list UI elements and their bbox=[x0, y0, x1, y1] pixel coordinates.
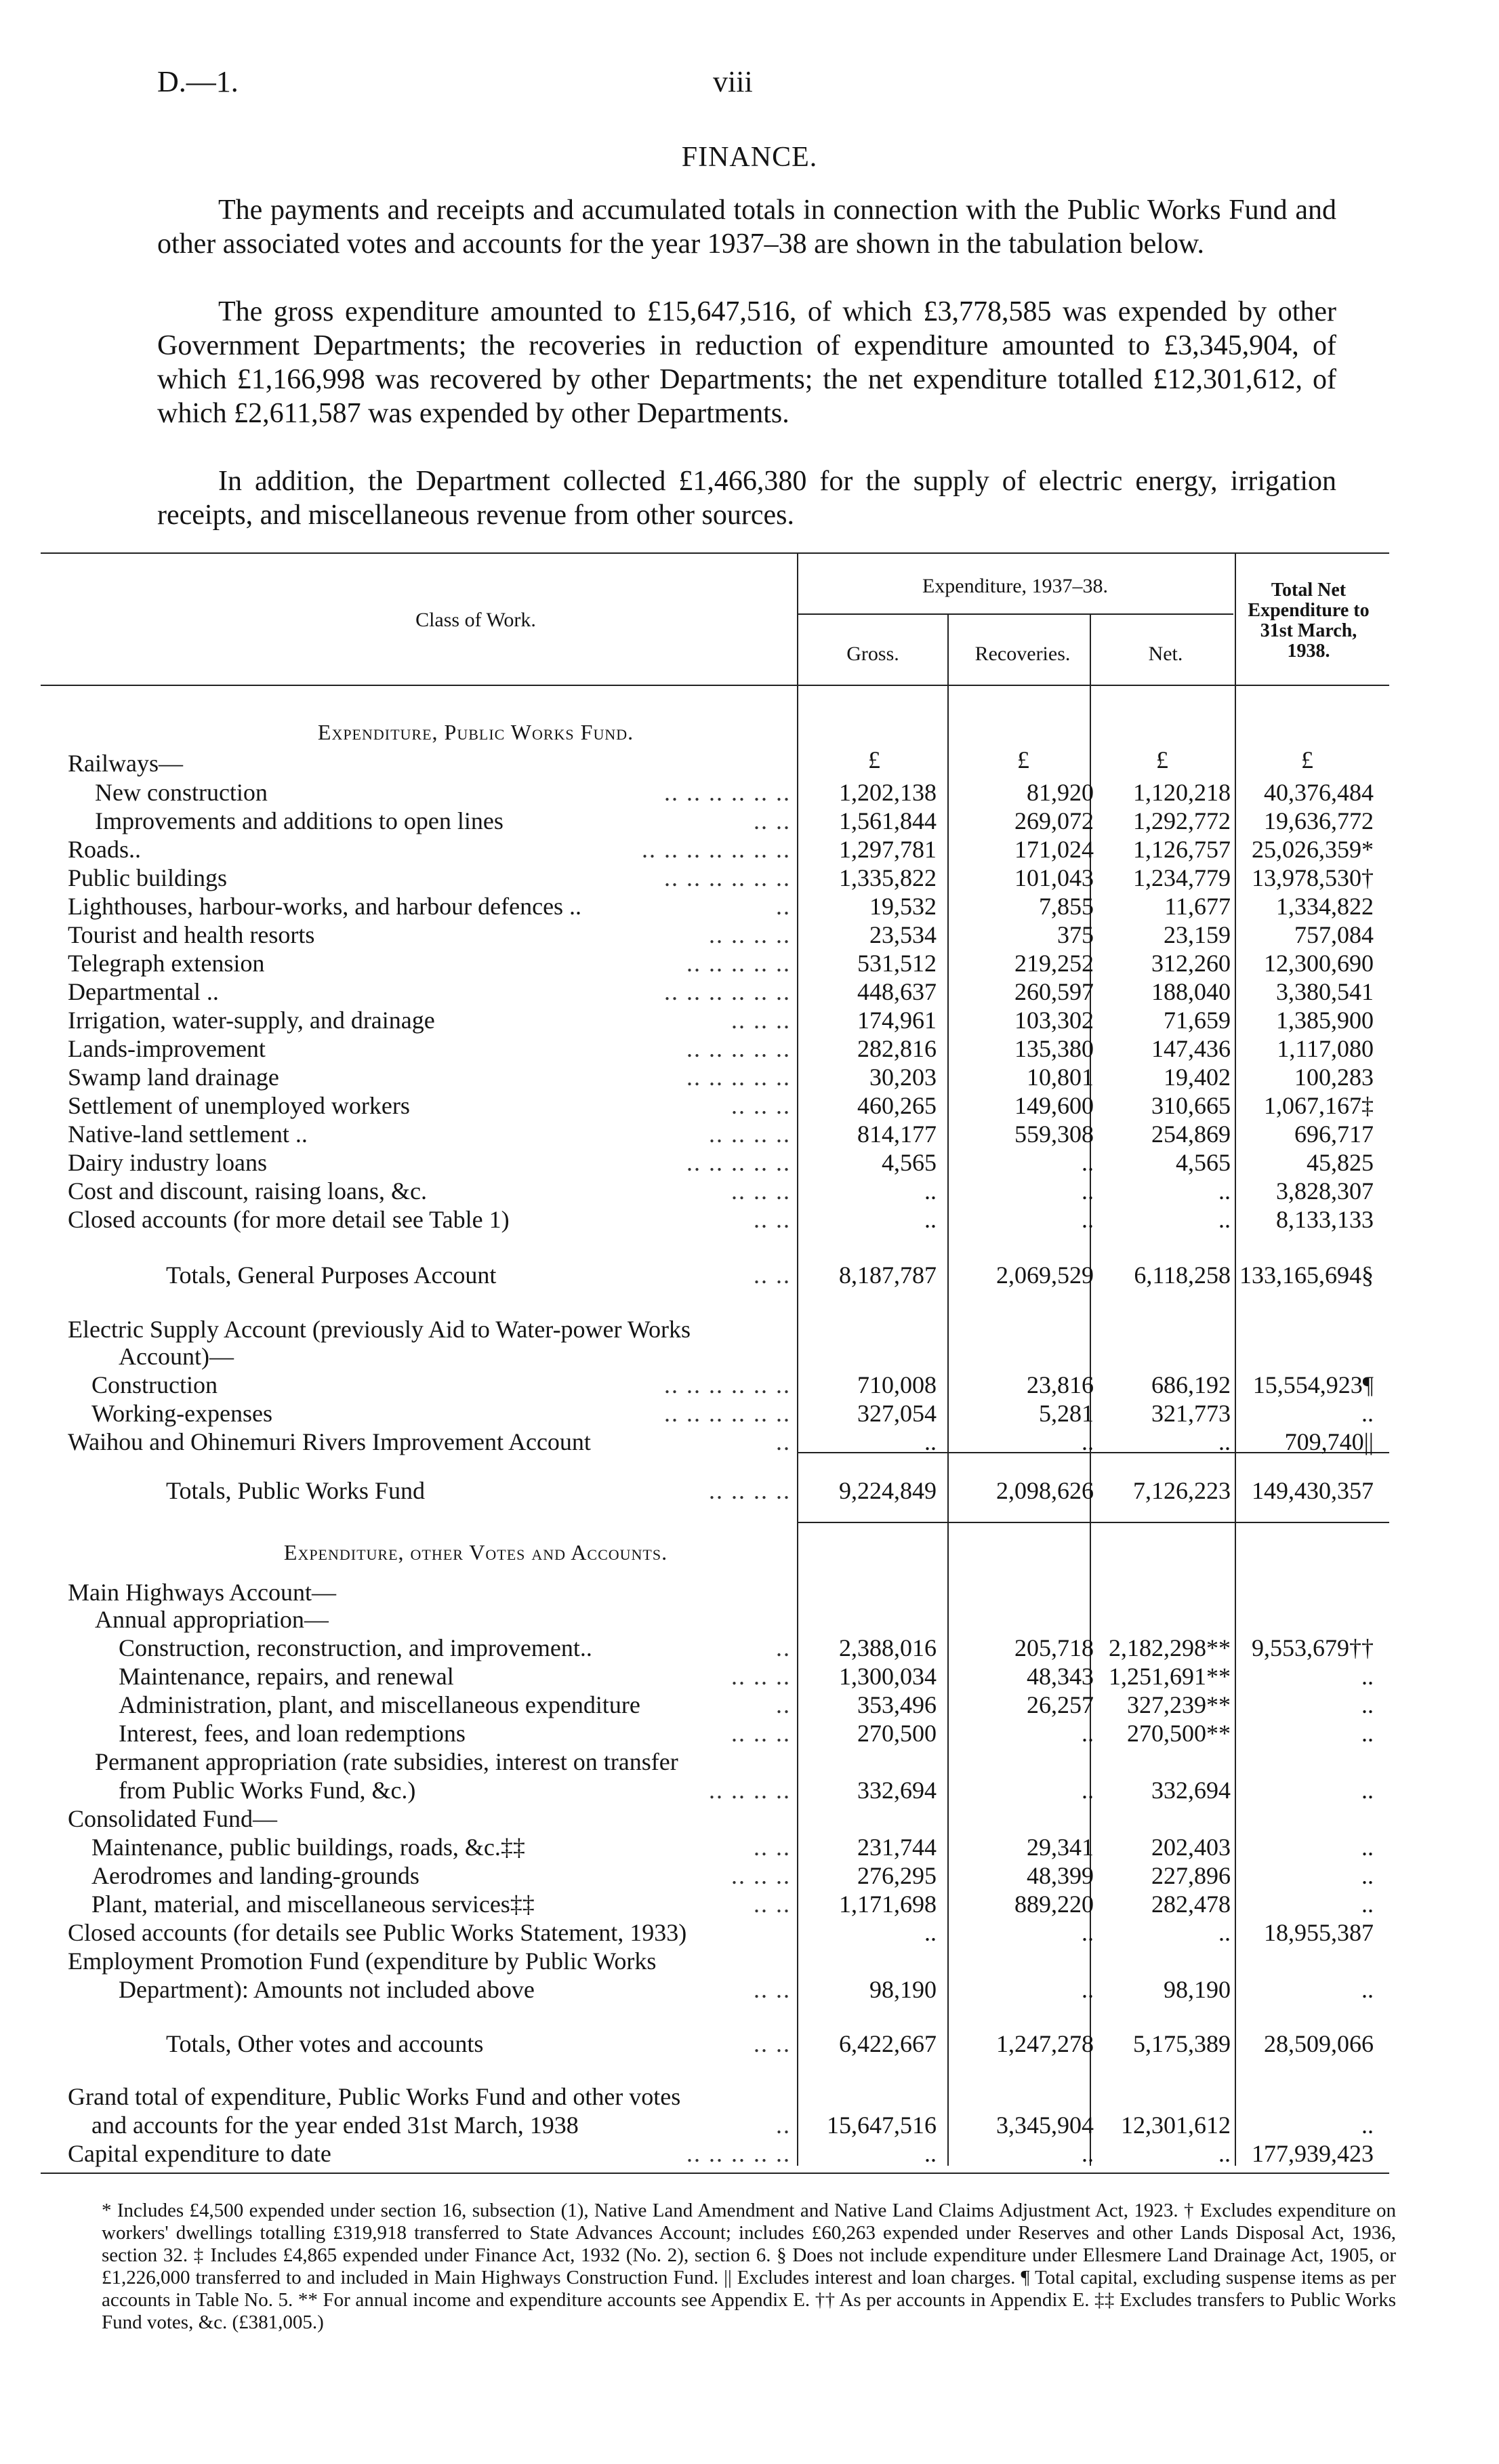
row-label: New construction bbox=[95, 779, 268, 806]
row-label: Employment Promotion Fund (expenditure by Public Works bbox=[68, 1947, 657, 1975]
table-row bbox=[0, 807, 1499, 835]
header-class-of-work: Class of Work. bbox=[415, 609, 536, 631]
table-row bbox=[0, 1371, 1499, 1399]
cell-total-net: 15,554,923¶ bbox=[1252, 1371, 1374, 1398]
currency-unit: £ bbox=[1301, 746, 1313, 773]
leader-dots: .. bbox=[776, 1691, 791, 1718]
cell-net: 2,182,298** bbox=[1109, 1634, 1231, 1661]
cell-recoveries: 375 bbox=[1057, 921, 1094, 948]
cell-gross: .. bbox=[924, 1428, 937, 1455]
leader-dots: .. .. .. .. .. .. bbox=[664, 1371, 791, 1398]
row-label: Totals, General Purposes Account bbox=[166, 1261, 497, 1289]
table-row bbox=[0, 2082, 1499, 2111]
cell-total-net: 696,717 bbox=[1294, 1120, 1374, 1148]
cell-gross: 98,190 bbox=[869, 1976, 937, 2003]
cell-net: 5,175,389 bbox=[1133, 2030, 1231, 2057]
row-label: Roads.. bbox=[68, 836, 141, 863]
cell-recoveries: 171,024 bbox=[1014, 836, 1094, 863]
currency-unit: £ bbox=[868, 746, 880, 773]
table-row bbox=[0, 1578, 1499, 1607]
cell-recoveries: .. bbox=[1082, 1206, 1094, 1233]
row-label: Settlement of unemployed workers bbox=[68, 1092, 410, 1119]
cell-total-net: .. bbox=[1361, 1862, 1374, 1889]
cell-recoveries: 23,816 bbox=[1027, 1371, 1094, 1398]
row-label: Consolidated Fund— bbox=[68, 1805, 278, 1832]
cell-gross: 1,300,034 bbox=[839, 1663, 937, 1690]
cell-recoveries: 260,597 bbox=[1014, 978, 1094, 1005]
table-row bbox=[0, 1261, 1499, 1289]
leader-dots: .. .. .. .. .. bbox=[686, 1149, 791, 1176]
cell-net: .. bbox=[1218, 2140, 1231, 2167]
cell-total-net: .. bbox=[1361, 1691, 1374, 1718]
cell-total-net: 757,084 bbox=[1294, 921, 1374, 948]
cell-gross: 332,694 bbox=[857, 1777, 937, 1804]
cell-gross: 1,171,698 bbox=[839, 1891, 937, 1918]
row-label: Cost and discount, raising loans, &c. bbox=[68, 1177, 427, 1205]
leader-dots: .. .. .. bbox=[731, 1862, 791, 1889]
row-label: Electric Supply Account (previously Aid to Water-power Works bbox=[68, 1316, 691, 1343]
table-row bbox=[0, 2111, 1499, 2139]
cell-gross: 1,335,822 bbox=[839, 864, 937, 891]
cell-total-net: 8,133,133 bbox=[1276, 1206, 1374, 1233]
row-label: Native-land settlement .. bbox=[68, 1120, 308, 1148]
cell-gross: 4,565 bbox=[882, 1149, 937, 1176]
header-net: Net. bbox=[1148, 643, 1183, 665]
row-label: Main Highways Account— bbox=[68, 1579, 336, 1606]
cell-recoveries: .. bbox=[1082, 2140, 1094, 2167]
intro-paragraph bbox=[157, 193, 1336, 261]
cell-recoveries: 10,801 bbox=[1027, 1064, 1094, 1091]
leader-dots: .. bbox=[776, 2112, 791, 2139]
cell-total-net: 1,067,167‡ bbox=[1264, 1092, 1374, 1119]
cell-net: 11,677 bbox=[1164, 893, 1231, 920]
cell-net: 310,665 bbox=[1151, 1092, 1231, 1119]
cell-recoveries: .. bbox=[1082, 1976, 1094, 2003]
cell-total-net: 177,939,423 bbox=[1252, 2140, 1374, 2167]
leader-dots: .. .. .. .. bbox=[709, 1120, 791, 1148]
row-label: Railways— bbox=[68, 750, 183, 777]
cell-total-net: .. bbox=[1361, 1834, 1374, 1861]
cell-total-net: .. bbox=[1361, 1777, 1374, 1804]
row-label: Aerodromes and landing-grounds bbox=[91, 1862, 419, 1889]
cell-net: 312,260 bbox=[1151, 950, 1231, 977]
leader-dots: .. .. .. .. bbox=[709, 921, 791, 948]
cell-recoveries: 219,252 bbox=[1014, 950, 1094, 977]
cell-net: 254,869 bbox=[1151, 1120, 1231, 1148]
currency-unit: £ bbox=[1017, 746, 1029, 773]
paragraph-text: In addition, the Department collected £1,466,380 for the supply of electric energy, irrigation receipts, and miscellaneous revenue from other sources. bbox=[157, 466, 1336, 531]
cell-gross: 531,512 bbox=[857, 950, 937, 977]
cell-gross: 448,637 bbox=[857, 978, 937, 1005]
leader-dots: .. .. bbox=[754, 1834, 791, 1861]
table-row bbox=[0, 1719, 1499, 1748]
leader-dots: .. bbox=[776, 893, 791, 920]
row-label: Construction, reconstruction, and improvement.. bbox=[119, 1634, 592, 1661]
cell-gross: 270,500 bbox=[857, 1720, 937, 1747]
cell-recoveries: 2,098,626 bbox=[996, 1477, 1094, 1504]
cell-recoveries: 81,920 bbox=[1027, 779, 1094, 806]
table-row bbox=[0, 1428, 1499, 1456]
row-label: Lighthouses, harbour-works, and harbour defences .. bbox=[68, 893, 582, 920]
leader-dots: .. .. .. .. .. bbox=[686, 2140, 791, 2167]
table-row bbox=[0, 1861, 1499, 1890]
leader-dots: .. .. bbox=[754, 1261, 791, 1289]
row-label: Improvements and additions to open lines bbox=[95, 807, 504, 834]
leader-dots: .. .. .. .. .. .. bbox=[664, 978, 791, 1005]
cell-net: .. bbox=[1218, 1919, 1231, 1946]
row-label: Department): Amounts not included above bbox=[119, 1976, 535, 2003]
cell-net: 686,192 bbox=[1151, 1371, 1231, 1398]
cell-recoveries: .. bbox=[1082, 1177, 1094, 1205]
cell-gross: 6,422,667 bbox=[839, 2030, 937, 2057]
cell-total-net: 3,380,541 bbox=[1276, 978, 1374, 1005]
leader-dots: .. .. bbox=[754, 807, 791, 834]
leader-dots: .. .. .. .. .. bbox=[686, 1064, 791, 1091]
leader-dots: .. .. .. bbox=[731, 1007, 791, 1034]
table-row bbox=[0, 835, 1499, 864]
row-label: Administration, plant, and miscellaneous expenditure bbox=[119, 1691, 640, 1718]
cell-recoveries: 48,343 bbox=[1027, 1663, 1094, 1690]
table-row bbox=[0, 1890, 1499, 1918]
cell-net: 227,896 bbox=[1151, 1862, 1231, 1889]
cell-recoveries: 26,257 bbox=[1027, 1691, 1094, 1718]
leader-dots: .. .. bbox=[754, 1976, 791, 2003]
cell-total-net: 133,165,694§ bbox=[1239, 1261, 1374, 1289]
table-top-rule bbox=[41, 552, 1389, 554]
page-number: viii bbox=[713, 65, 753, 98]
row-label: and accounts for the year ended 31st March, 1938 bbox=[91, 2112, 579, 2139]
row-label: from Public Works Fund, &c.) bbox=[119, 1777, 416, 1804]
table-row bbox=[0, 778, 1499, 807]
cell-total-net: 25,026,359* bbox=[1252, 836, 1374, 863]
leader-dots: .. .. .. bbox=[731, 1177, 791, 1205]
cell-gross: 23,534 bbox=[869, 921, 937, 948]
cell-gross: 814,177 bbox=[857, 1120, 937, 1148]
cell-recoveries: 101,043 bbox=[1014, 864, 1094, 891]
cell-gross: 1,561,844 bbox=[839, 807, 937, 834]
cell-recoveries: 5,281 bbox=[1039, 1400, 1094, 1427]
cell-gross: .. bbox=[924, 2140, 937, 2167]
table-row bbox=[0, 1947, 1499, 1975]
table-row bbox=[0, 1476, 1499, 1505]
cell-net: 1,251,691** bbox=[1109, 1663, 1231, 1690]
leader-dots: .. .. .. bbox=[731, 1092, 791, 1119]
cell-net: 71,659 bbox=[1164, 1007, 1231, 1034]
row-label: Tourist and health resorts bbox=[68, 921, 315, 948]
cell-gross: 282,816 bbox=[857, 1035, 937, 1062]
cell-net: 1,120,218 bbox=[1133, 779, 1231, 806]
cell-net: 4,565 bbox=[1176, 1149, 1231, 1176]
cell-gross: 460,265 bbox=[857, 1092, 937, 1119]
cell-gross: 327,054 bbox=[857, 1400, 937, 1427]
cell-recoveries: 135,380 bbox=[1014, 1035, 1094, 1062]
cell-net: 23,159 bbox=[1164, 921, 1231, 948]
currency-unit: £ bbox=[1156, 746, 1168, 773]
cell-total-net: 1,117,080 bbox=[1277, 1035, 1374, 1062]
cell-recoveries: 29,341 bbox=[1027, 1834, 1094, 1861]
table-row bbox=[0, 1776, 1499, 1804]
leader-dots: .. .. bbox=[754, 1891, 791, 1918]
cell-net: 188,040 bbox=[1151, 978, 1231, 1005]
row-label: Totals, Public Works Fund bbox=[166, 1477, 425, 1504]
cell-gross: 15,647,516 bbox=[827, 2112, 937, 2139]
table-row bbox=[0, 1399, 1499, 1428]
section-title: Expenditure, other Votes and Accounts. bbox=[283, 1540, 668, 1564]
cell-recoveries: .. bbox=[1082, 1777, 1094, 1804]
cell-gross: 1,297,781 bbox=[839, 836, 937, 863]
cell-recoveries: 1,247,278 bbox=[996, 2030, 1094, 2057]
leader-dots: .. bbox=[776, 1428, 791, 1455]
cell-total-net: 45,825 bbox=[1307, 1149, 1374, 1176]
row-label: Swamp land drainage bbox=[68, 1064, 279, 1091]
table-row bbox=[0, 864, 1499, 892]
cell-total-net: 19,636,772 bbox=[1264, 807, 1374, 834]
leader-dots: .. .. .. .. bbox=[709, 1477, 791, 1504]
row-label: Closed accounts (for details see Public Works Statement, 1933) bbox=[68, 1919, 687, 1946]
table-row bbox=[0, 749, 1499, 777]
table-row bbox=[0, 921, 1499, 949]
expenditure-paragraph bbox=[157, 295, 1336, 430]
row-label: Construction bbox=[91, 1371, 218, 1398]
table-row bbox=[0, 1748, 1499, 1776]
row-label: Irrigation, water-supply, and drainage bbox=[68, 1007, 435, 1034]
cell-net: 1,126,757 bbox=[1133, 836, 1231, 863]
header-gross: Gross. bbox=[846, 643, 899, 665]
row-label: Departmental .. bbox=[68, 978, 219, 1005]
leader-dots: .. .. bbox=[754, 2030, 791, 2057]
header-total-net: Total Net Expenditure to 31st March, 1938. bbox=[1248, 580, 1370, 662]
leader-dots: .. .. .. bbox=[731, 1720, 791, 1747]
page-title: FINANCE. bbox=[681, 142, 818, 173]
leader-dots: .. .. .. bbox=[731, 1663, 791, 1690]
paragraph-text: The gross expenditure amounted to £15,647,516, of which £3,778,585 was expended by other Government Departments; the recoveries in reduction of expenditure amounted to £3,345,904, of which £1,166,998 was recovered by other Departments; the net expenditure totalled £12,301,612, of which £2,611,587 was expended by other Departments. bbox=[157, 296, 1336, 429]
cell-net: .. bbox=[1218, 1428, 1231, 1455]
row-label: Annual appropriation— bbox=[95, 1606, 329, 1633]
cell-net: 147,436 bbox=[1151, 1035, 1231, 1062]
row-label: Account)— bbox=[119, 1343, 234, 1370]
cell-gross: .. bbox=[924, 1177, 937, 1205]
cell-total-net: 149,430,357 bbox=[1252, 1477, 1374, 1504]
table-row bbox=[0, 1205, 1499, 1234]
cell-net: .. bbox=[1218, 1177, 1231, 1205]
leader-dots: .. bbox=[776, 1634, 791, 1661]
leader-dots: .. .. .. .. .. .. .. bbox=[642, 836, 791, 863]
header-expenditure: Expenditure, 1937–38. bbox=[922, 575, 1109, 597]
cell-recoveries: 889,220 bbox=[1014, 1891, 1094, 1918]
cell-gross: .. bbox=[924, 1919, 937, 1946]
table-row bbox=[0, 1804, 1499, 1833]
table-row bbox=[0, 1315, 1499, 1344]
row-label: Interest, fees, and loan redemptions bbox=[119, 1720, 466, 1747]
table-header-rule bbox=[41, 685, 1389, 686]
cell-net: 19,402 bbox=[1164, 1064, 1231, 1091]
cell-net: 282,478 bbox=[1151, 1891, 1231, 1918]
row-label: Grand total of expenditure, Public Works Fund and other votes bbox=[68, 2083, 681, 2110]
leader-dots: .. .. .. .. .. .. bbox=[664, 864, 791, 891]
cell-recoveries: .. bbox=[1082, 1428, 1094, 1455]
table-row bbox=[0, 1120, 1499, 1148]
cell-gross: 174,961 bbox=[857, 1007, 937, 1034]
cell-total-net: 40,376,484 bbox=[1264, 779, 1374, 806]
cell-total-net: .. bbox=[1361, 1663, 1374, 1690]
cell-gross: 1,202,138 bbox=[839, 779, 937, 806]
table-row bbox=[0, 1063, 1499, 1091]
table-bottom-rule bbox=[41, 2173, 1389, 2174]
row-label: Working-expenses bbox=[91, 1400, 273, 1427]
cell-gross: .. bbox=[924, 1206, 937, 1233]
cell-net: 6,118,258 bbox=[1134, 1261, 1231, 1289]
cell-net: 327,239** bbox=[1127, 1691, 1231, 1718]
row-label: Capital expenditure to date bbox=[68, 2140, 331, 2167]
row-label: Plant, material, and miscellaneous services‡‡ bbox=[91, 1891, 535, 1918]
row-label: Lands-improvement bbox=[68, 1035, 266, 1062]
document-reference: D.—1. bbox=[157, 65, 239, 98]
cell-net: 270,500** bbox=[1127, 1720, 1231, 1747]
cell-total-net: 9,553,679†† bbox=[1252, 1634, 1374, 1661]
cell-gross: 231,744 bbox=[857, 1834, 937, 1861]
cell-net: 98,190 bbox=[1164, 1976, 1231, 2003]
table-row bbox=[0, 1342, 1499, 1371]
cell-recoveries: 149,600 bbox=[1014, 1092, 1094, 1119]
cell-net: 7,126,223 bbox=[1133, 1477, 1231, 1504]
leader-dots: .. .. .. .. .. .. bbox=[664, 1400, 791, 1427]
cell-total-net: 100,283 bbox=[1294, 1064, 1374, 1091]
table-row bbox=[0, 1634, 1499, 1662]
table-row bbox=[0, 1605, 1499, 1634]
paragraph-text: The payments and receipts and accumulated totals in connection with the Public Works Fund and other associated votes and accounts for the year 1937–38 are shown in the tabulation below. bbox=[157, 195, 1336, 260]
cell-gross: 353,496 bbox=[857, 1691, 937, 1718]
footnotes: * Includes £4,500 expended under section 16, subsection (1), Native Land Amendment and Native Land Claims Adjustment Act, 1923. † Excludes expenditure on workers' dwellings totalling £319,918 transferred to State Advances Account; includes £60,263 expended under Reserves and other Lands Disposal Act, 1936, section 32. ‡ Includes £4,865 expended under Finance Act, 1932 (No. 2), section 6. § Does not include expenditure under Ellesmere Land Drainage Act, 1905, or £1,226,000 transferred to and included in Main Highways Construction Fund. || Excludes interest and loan charges. ¶ Total capital, excluding suspense items as per accounts in Table No. 5. ** For annual income and expenditure accounts see Appendix E. †† As per accounts in Appendix E. ‡‡ Excludes transfers to Public Works Fund votes, &c. (£381,005.) bbox=[102, 2200, 1396, 2333]
cell-net: 321,773 bbox=[1151, 1400, 1231, 1427]
table-row bbox=[0, 977, 1499, 1006]
table-row bbox=[0, 1091, 1499, 1120]
cell-total-net: 18,955,387 bbox=[1264, 1919, 1374, 1946]
leader-dots: .. .. .. .. .. bbox=[686, 1035, 791, 1062]
row-label: Totals, Other votes and accounts bbox=[166, 2030, 484, 2057]
table-row bbox=[0, 1975, 1499, 2004]
cell-total-net: 3,828,307 bbox=[1276, 1177, 1374, 1205]
cell-recoveries: 269,072 bbox=[1014, 807, 1094, 834]
table-row bbox=[0, 1833, 1499, 1861]
cell-net: .. bbox=[1218, 1206, 1231, 1233]
cell-total-net: .. bbox=[1361, 1891, 1374, 1918]
cell-recoveries: 2,069,529 bbox=[996, 1261, 1094, 1289]
table-row bbox=[0, 949, 1499, 977]
cell-gross: 2,388,016 bbox=[839, 1634, 937, 1661]
row-label: Maintenance, repairs, and renewal bbox=[119, 1663, 454, 1690]
cell-recoveries: 559,308 bbox=[1014, 1120, 1094, 1148]
cell-gross: 710,008 bbox=[857, 1371, 937, 1398]
table-row bbox=[0, 1148, 1499, 1177]
cell-net: 1,234,779 bbox=[1133, 864, 1231, 891]
cell-total-net: 709,740|| bbox=[1284, 1428, 1374, 1455]
cell-net: 202,403 bbox=[1151, 1834, 1231, 1861]
cell-recoveries: 205,718 bbox=[1014, 1634, 1094, 1661]
totals-rule bbox=[797, 1522, 1389, 1523]
cell-net: 12,301,612 bbox=[1121, 2112, 1231, 2139]
header-recoveries: Recoveries. bbox=[974, 643, 1071, 665]
cell-gross: 30,203 bbox=[869, 1064, 937, 1091]
cell-recoveries: 3,345,904 bbox=[996, 2112, 1094, 2139]
cell-recoveries: 103,302 bbox=[1014, 1007, 1094, 1034]
cell-net: 332,694 bbox=[1151, 1777, 1231, 1804]
table-row bbox=[0, 1918, 1499, 1947]
cell-gross: 8,187,787 bbox=[839, 1261, 937, 1289]
table-row bbox=[0, 1006, 1499, 1034]
leader-dots: .. .. .. .. .. bbox=[686, 950, 791, 977]
cell-total-net: 1,334,822 bbox=[1276, 893, 1374, 920]
cell-total-net: .. bbox=[1361, 2112, 1374, 2139]
cell-recoveries: .. bbox=[1082, 1149, 1094, 1176]
leader-dots: .. .. .. .. bbox=[709, 1777, 791, 1804]
cell-net: 1,292,772 bbox=[1133, 807, 1231, 834]
expenditure-header-rule bbox=[798, 613, 1233, 615]
table-row bbox=[0, 1691, 1499, 1719]
row-label: Maintenance, public buildings, roads, &c.‡‡ bbox=[91, 1834, 525, 1861]
row-label: Telegraph extension bbox=[68, 950, 265, 977]
cell-recoveries: .. bbox=[1082, 1919, 1094, 1946]
cell-total-net: 1,385,900 bbox=[1276, 1007, 1374, 1034]
cell-gross: 9,224,849 bbox=[839, 1477, 937, 1504]
cell-gross: 276,295 bbox=[857, 1862, 937, 1889]
row-label: Permanent appropriation (rate subsidies, interest on transfer bbox=[95, 1748, 678, 1775]
cell-total-net: .. bbox=[1361, 1400, 1374, 1427]
row-label: Dairy industry loans bbox=[68, 1149, 267, 1176]
cell-recoveries: 7,855 bbox=[1039, 893, 1094, 920]
row-label: Closed accounts (for more detail see Table 1) bbox=[68, 1206, 510, 1233]
cell-total-net: 13,978,530† bbox=[1252, 864, 1374, 891]
section-title: Expenditure, Public Works Fund. bbox=[317, 720, 634, 744]
table-row bbox=[0, 2139, 1499, 2168]
cell-total-net: 28,509,066 bbox=[1264, 2030, 1374, 2057]
cell-recoveries: 48,399 bbox=[1027, 1862, 1094, 1889]
cell-total-net: .. bbox=[1361, 1976, 1374, 2003]
table-row bbox=[0, 2029, 1499, 2058]
revenue-paragraph bbox=[157, 464, 1336, 532]
row-label: Public buildings bbox=[68, 864, 228, 891]
table-row bbox=[0, 892, 1499, 921]
cell-total-net: .. bbox=[1361, 1720, 1374, 1747]
cell-recoveries: .. bbox=[1082, 1720, 1094, 1747]
row-label: Waihou and Ohinemuri Rivers Improvement Account bbox=[68, 1428, 591, 1455]
table-row bbox=[0, 1177, 1499, 1205]
leader-dots: .. .. .. .. .. .. bbox=[664, 779, 791, 806]
leader-dots: .. .. bbox=[754, 1206, 791, 1233]
table-row bbox=[0, 1662, 1499, 1691]
table-row bbox=[0, 1034, 1499, 1063]
cell-total-net: 12,300,690 bbox=[1264, 950, 1374, 977]
cell-gross: 19,532 bbox=[869, 893, 937, 920]
